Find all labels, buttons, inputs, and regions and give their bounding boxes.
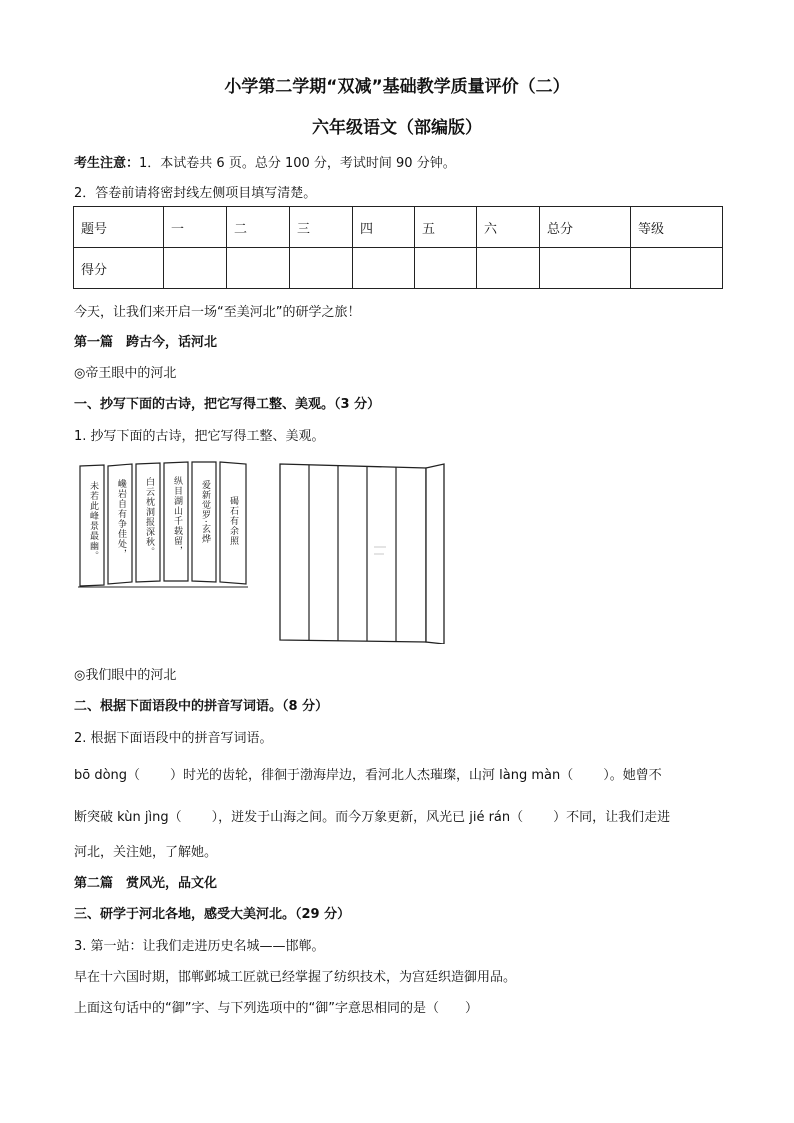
score-cell[interactable] bbox=[227, 248, 290, 289]
notice-item-1: 1．本试卷共 6 页。总分 100 分，考试时间 90 分钟。 bbox=[139, 156, 456, 171]
intro-text: 今天，让我们来开启一场“至美河北”的研学之旅！ bbox=[74, 305, 361, 320]
poem-scroll-frame bbox=[78, 460, 248, 590]
score-table-header-cell: 三 bbox=[290, 207, 353, 248]
question-3-text: 3. 第一站：让我们走进历史名城——邯郸。 bbox=[74, 939, 325, 954]
score-table-header-cell: 二 bbox=[227, 207, 290, 248]
score-cell[interactable] bbox=[415, 248, 477, 289]
question-2-line-1 bbox=[74, 764, 662, 783]
score-cell[interactable] bbox=[290, 248, 353, 289]
writing-grid-image[interactable] bbox=[278, 462, 448, 644]
score-table-header-cell: 等级 bbox=[631, 207, 723, 248]
score-cell[interactable] bbox=[540, 248, 631, 289]
poem-column: 爱新觉罗·玄烨 bbox=[200, 480, 210, 544]
score-table-score-row bbox=[74, 248, 723, 289]
score-cell[interactable] bbox=[631, 248, 723, 289]
score-table-header-cell: 四 bbox=[353, 207, 415, 248]
question-3-prompt: 上面这句话中的“御”字、与下列选项中的“御”字意思相同的是（ ） bbox=[74, 1001, 478, 1016]
poem-column: 碣石有余照 bbox=[228, 496, 238, 546]
notice-label: 考生注意： bbox=[74, 156, 140, 171]
q2-text-seg: ）。她曾不 bbox=[603, 768, 662, 783]
score-cell[interactable] bbox=[477, 248, 540, 289]
score-table-header-cell: 总分 bbox=[540, 207, 631, 248]
score-table-header-cell: 五 bbox=[415, 207, 477, 248]
question-2-line-2 bbox=[74, 806, 670, 825]
q2-text-seg: ），迸发于山海之间。而今万象更新，风光已 jié rán（ bbox=[211, 810, 524, 825]
poem-column: 未若此峰景最幽。 bbox=[88, 481, 98, 561]
score-cell[interactable] bbox=[164, 248, 227, 289]
notice-item-2: 2．答卷前请将密封线左侧项目填写清楚。 bbox=[74, 186, 317, 201]
part2-heading: 第二篇 赏风光，品文化 bbox=[74, 876, 218, 891]
score-table-header-cell: 一 bbox=[164, 207, 227, 248]
poem-column: 纵目湖山千载留， bbox=[172, 476, 182, 556]
question-2-text: 2. 根据下面语段中的拼音写词语。 bbox=[74, 731, 273, 746]
notice-line-1 bbox=[74, 152, 456, 171]
part1-subsection-2: ◎我们眼中的河北 bbox=[74, 668, 177, 683]
question-2-line-3: 河北，关注她，了解她。 bbox=[74, 845, 218, 860]
page-title: 小学第二学期“双减”基础教学质量评价（二） bbox=[224, 77, 570, 97]
question-1-text: 1. 抄写下面的古诗，把它写得工整、美观。 bbox=[74, 429, 325, 444]
score-table-header-row bbox=[74, 207, 723, 248]
part1-subsection-1: ◎帝王眼中的河北 bbox=[74, 366, 177, 381]
q2-text-seg: bō dòng（ bbox=[74, 768, 141, 783]
score-table-header-cell: 六 bbox=[477, 207, 540, 248]
writing-grid-frame bbox=[278, 462, 448, 644]
question-3-heading: 三、研学于河北各地，感受大美河北。（29 分） bbox=[74, 907, 351, 922]
question-2-heading: 二、根据下面语段中的拼音写词语。（8 分） bbox=[74, 699, 329, 714]
poem-scroll-image bbox=[78, 460, 248, 590]
q2-text-seg: ）时光的齿轮，徘徊于渤海岸边，看河北人杰璀璨，山河 làng màn（ bbox=[170, 768, 574, 783]
score-cell[interactable] bbox=[353, 248, 415, 289]
poem-column: 巉岩自有争佳处， bbox=[116, 479, 126, 559]
question-1-heading: 一、抄写下面的古诗，把它写得工整、美观。（3 分） bbox=[74, 397, 381, 412]
q2-text-seg: 断突破 kùn jìng（ bbox=[74, 810, 182, 825]
score-table-header-cell: 题号 bbox=[74, 207, 164, 248]
score-row-label: 得分 bbox=[74, 248, 164, 289]
poem-column: 白云枕洞报深秋。 bbox=[144, 477, 154, 557]
page-subtitle: 六年级语文（部编版） bbox=[312, 118, 482, 138]
part1-heading: 第一篇 跨古今，话河北 bbox=[74, 335, 218, 350]
q2-text-seg: ）不同，让我们走进 bbox=[553, 810, 671, 825]
question-3-paragraph: 早在十六国时期，邯郸邺城工匠就已经掌握了纺织技术，为宫廷织造御用品。 bbox=[74, 970, 517, 985]
score-table bbox=[73, 206, 723, 289]
